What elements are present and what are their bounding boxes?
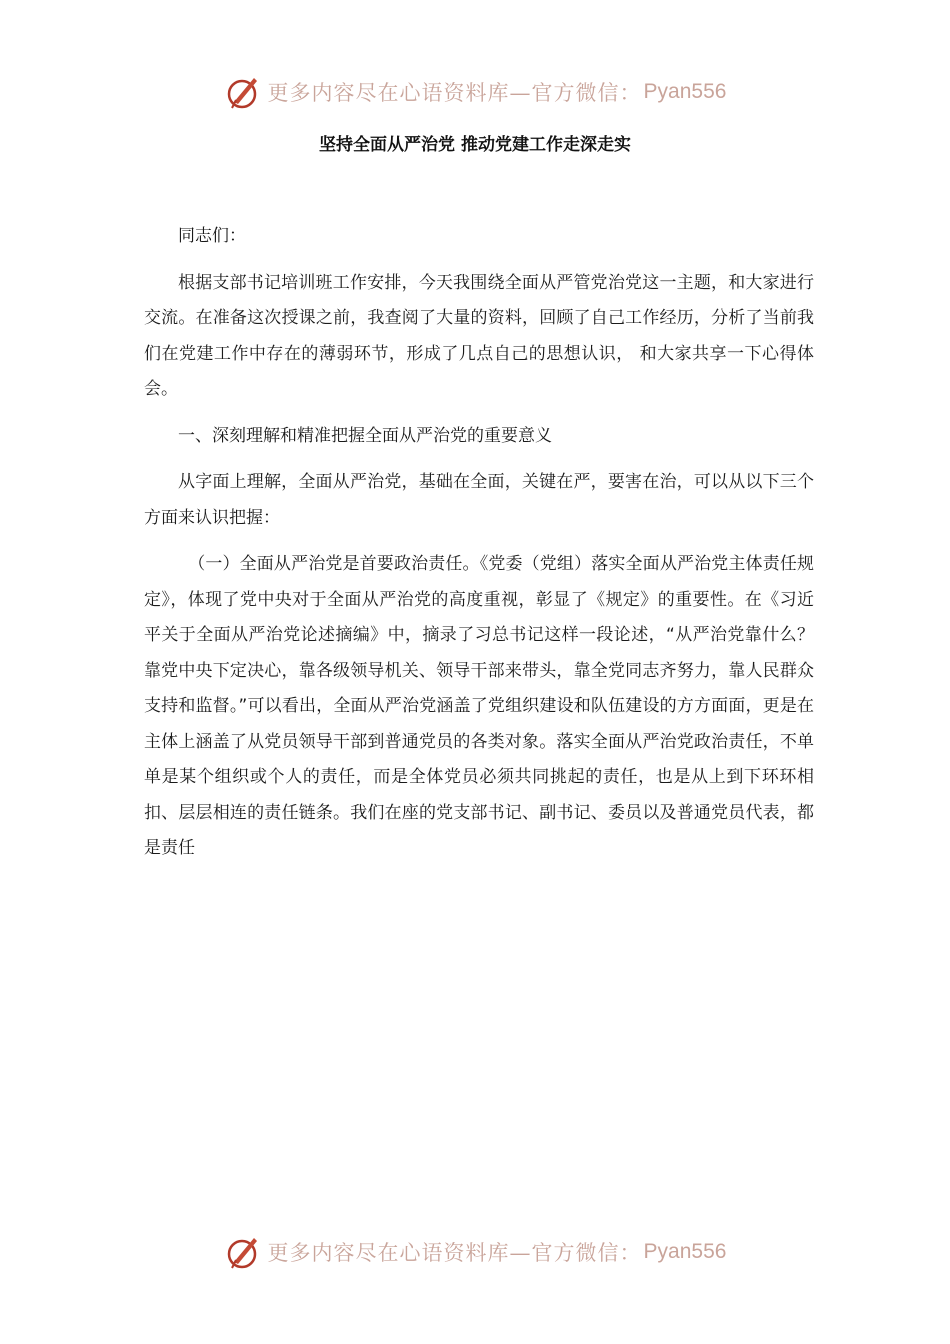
watermark-header	[0, 72, 950, 112]
paragraph-intro: 根据支部书记培训班工作安排，今天我围绕全面从严管党治党这一主题，和大家进行交流。在准备这次授课之前，我查阅了大量的资料，回顾了自己工作经历，分析了当前我们在党建工作中存在的薄弱环节，形成了几点自己的思想认识， 和大家共享一下心得体会。	[144, 272, 814, 399]
watermark-wechat-id: Pyan556	[643, 80, 727, 103]
watermark-text: 更多内容尽在心语资料库—官方微信：	[267, 81, 642, 105]
paragraph-understanding: 从字面上理解，全面从严治党，基础在全面，关键在严，要害在治，可以从以下三个方面来认识把握：	[144, 472, 814, 528]
salutation: 同志们：	[178, 226, 246, 246]
quill-logo-icon	[224, 1232, 264, 1272]
watermark-text: 更多内容尽在心语资料库—官方微信：	[267, 1241, 642, 1265]
watermark-wechat-id: Pyan556	[643, 1240, 727, 1263]
document-title: 坚持全面从严治党 推动党建工作走深走实	[319, 135, 631, 155]
section-heading-1: 一、深刻理解和精准把握全面从严治党的重要意义	[178, 425, 552, 446]
quill-logo-icon	[224, 72, 264, 112]
paragraph-subsection-1: （一）全面从严治党是首要政治责任。《党委（党组）落实全面从严治党主体责任规定》，体现了党中央对于全面从严治党的高度重视，彰显了《规定》的重要性。在《习近平关于全面从严治党论述摘编》中，摘录了习总书记这样一段论述，“从严治党靠什么？靠党中央下定决心，靠各级领导机关、领导干部来带头，靠全党同志齐努力，靠人民群众支持和监督。”可以看出，全面从严治党涵盖了党组织建设和队伍建设的方方面面，更是在主体上涵盖了从党员领导干部到普通党员的各类对象。落实全面从严治党政治责任，不单单是某个组织或个人的责任，而是全体党员必须共同挑起的责任，也是从上到下环环相扣、层层相连的责任链条。我们在座的党支部书记、副书记、委员以及普通党员代表，都是责任	[144, 554, 814, 858]
document-body	[144, 219, 814, 867]
watermark-footer	[0, 1232, 950, 1272]
